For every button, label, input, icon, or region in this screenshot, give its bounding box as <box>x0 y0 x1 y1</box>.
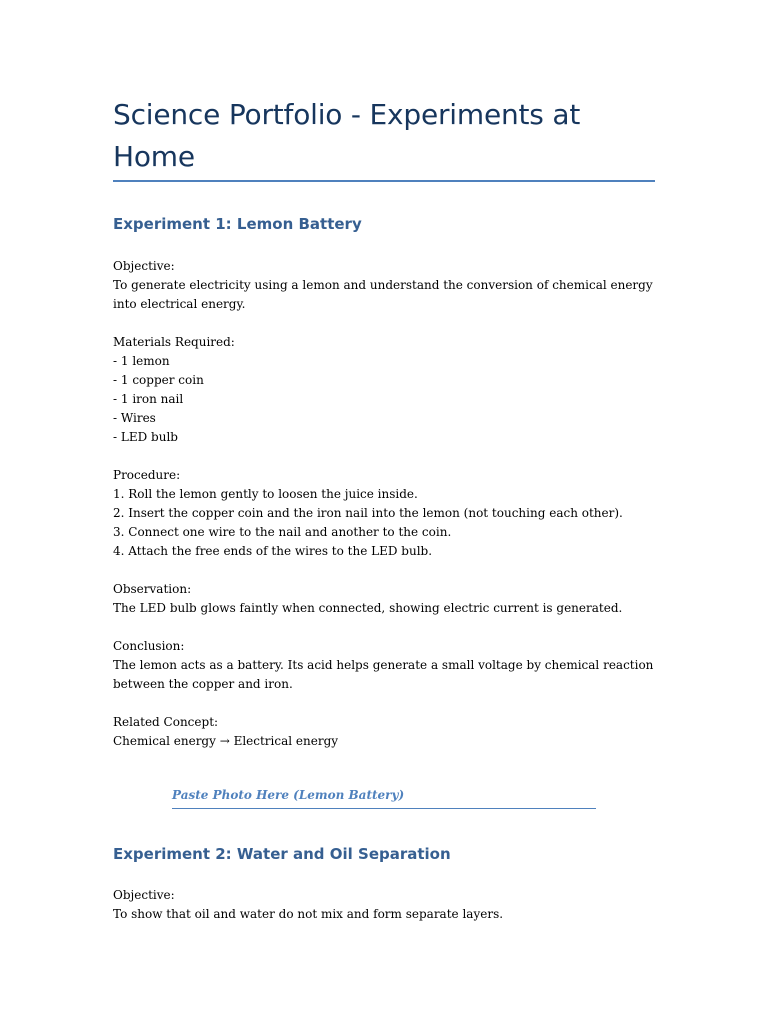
conclusion-label: Conclusion: <box>113 639 185 653</box>
material-item: - LED bulb <box>113 430 178 444</box>
paragraph-gap <box>113 447 643 466</box>
photo-placeholder-caption: Paste Photo Here (Lemon Battery) <box>172 788 405 802</box>
procedure-label: Procedure: <box>113 468 181 482</box>
paragraph-gap <box>113 694 643 713</box>
material-item: - 1 lemon <box>113 354 170 368</box>
experiment-2-heading: Experiment 2: Water and Oil Separation <box>113 845 451 863</box>
conclusion-line: The lemon acts as a battery. Its acid helps generate a small voltage by chemical reaction <box>113 658 654 672</box>
observation-label: Observation: <box>113 582 192 596</box>
material-item: - Wires <box>113 411 156 425</box>
procedure-step: 3. Connect one wire to the nail and another to the coin. <box>113 525 452 539</box>
observation-text: The LED bulb glows faintly when connected, showing electric current is generated. <box>113 601 623 615</box>
objective-line: To generate electricity using a lemon and understand the conversion of chemical energy <box>113 278 653 292</box>
procedure-step: 1. Roll the lemon gently to loosen the juice inside. <box>113 487 418 501</box>
experiment-1-body <box>113 257 654 751</box>
objective-line: into electrical energy. <box>113 297 246 311</box>
title-underline <box>113 180 655 182</box>
materials-label: Materials Required: <box>113 335 235 349</box>
material-item: - 1 copper coin <box>113 373 204 387</box>
related-concept-label: Related Concept: <box>113 715 219 729</box>
material-item: - 1 iron nail <box>113 392 184 406</box>
related-concept-text: Chemical energy → Electrical energy <box>113 734 339 748</box>
paragraph-gap <box>113 618 643 637</box>
procedure-step: 2. Insert the copper coin and the iron nail into the lemon (not touching each other). <box>113 506 623 520</box>
experiment-1-heading: Experiment 1: Lemon Battery <box>113 215 362 233</box>
experiment-2-body <box>113 886 643 924</box>
objective-label: Objective: <box>113 888 175 902</box>
document-title: Science Portfolio - Experiments at Home <box>113 98 581 173</box>
photo-placeholder-underline <box>172 808 596 809</box>
procedure-step: 4. Attach the free ends of the wires to the LED bulb. <box>113 544 433 558</box>
paragraph-gap <box>113 314 643 333</box>
paragraph-gap <box>113 561 643 580</box>
objective-label: Objective: <box>113 259 175 273</box>
conclusion-line: between the copper and iron. <box>113 677 293 691</box>
objective-text: To show that oil and water do not mix and form separate layers. <box>113 907 504 921</box>
